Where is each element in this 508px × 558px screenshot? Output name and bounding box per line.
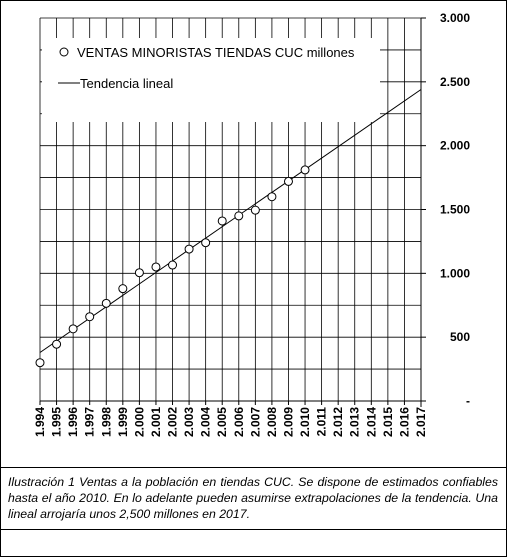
x-tick-label: 2.014	[364, 407, 379, 438]
x-tick-label: 2.012	[331, 407, 346, 438]
data-point	[169, 261, 177, 269]
data-point	[152, 263, 160, 271]
legend	[42, 38, 380, 122]
data-point	[235, 212, 243, 220]
data-point	[202, 239, 210, 247]
x-tick-label: 1.995	[49, 407, 64, 438]
data-point	[218, 217, 226, 225]
x-tick-label: 1.994	[33, 407, 47, 438]
x-tick-label: 2.002	[165, 407, 180, 438]
legend-label: Tendencia lineal	[80, 76, 174, 91]
x-tick-label: 2.009	[281, 407, 296, 438]
x-tick-label: 2.007	[248, 407, 263, 438]
x-tick-label: 2.015	[380, 407, 395, 438]
data-point	[135, 269, 143, 277]
y-tick-label: -	[466, 394, 470, 408]
y-tick-label: 3.000	[439, 11, 470, 25]
chart	[33, 11, 470, 437]
x-tick-label: 2.010	[298, 407, 313, 438]
x-tick-label: 2.008	[264, 407, 279, 438]
y-tick-label: 1.500	[439, 202, 470, 217]
y-tick-label: 2.000	[439, 138, 470, 153]
data-point	[185, 245, 193, 253]
data-point	[36, 359, 44, 367]
x-tick-label: 1.999	[115, 407, 130, 438]
x-tick-label: 2.004	[198, 407, 213, 438]
x-tick-label: 2.005	[215, 407, 230, 438]
data-point	[69, 325, 77, 333]
figure-caption: Ilustración 1 Ventas a la población en tiendas CUC. Se dispone de estimados confiables hasta el año 2010. En lo adelante pueden asumirse extrapolaciones de la tendencia. Una lineal arrojaría unos 2,500 millones en 2017.	[8, 475, 498, 521]
x-tick-label: 1.996	[66, 407, 81, 438]
x-tick-label: 2.016	[397, 407, 412, 438]
x-tick-label: 2.006	[231, 407, 246, 438]
x-tick-label: 2.003	[182, 407, 197, 438]
data-point	[119, 285, 127, 293]
data-point	[251, 206, 259, 214]
data-point	[102, 299, 110, 307]
y-tick-label: 2.500	[439, 74, 470, 89]
x-tick-label: 2.013	[347, 407, 362, 438]
data-point	[284, 177, 292, 185]
legend-label: VENTAS MINORISTAS TIENDAS CUC millones	[77, 45, 355, 60]
y-tick-label: 500	[449, 330, 470, 345]
y-tick-label: 1.000	[439, 266, 470, 281]
x-tick-label: 2.000	[132, 407, 147, 438]
x-tick-label: 2.017	[414, 407, 428, 438]
data-point	[268, 193, 276, 201]
x-tick-label: 1.998	[99, 407, 114, 438]
x-tick-label: 1.997	[82, 407, 97, 438]
x-tick-label: 2.001	[148, 407, 163, 438]
data-point	[53, 340, 61, 348]
data-point	[301, 166, 309, 174]
x-tick-label: 2.011	[314, 407, 329, 437]
data-point	[86, 313, 94, 321]
legend-marker	[60, 48, 68, 56]
